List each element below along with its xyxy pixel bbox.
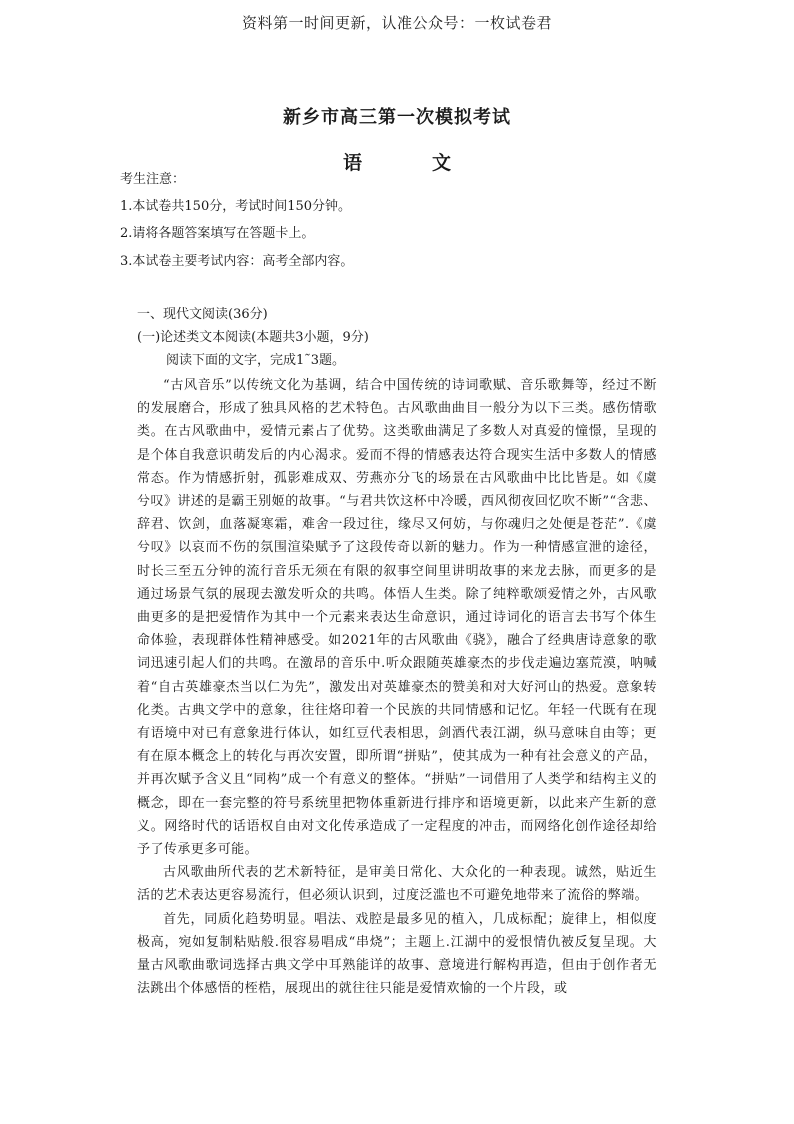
- subject-char-right: 文: [432, 152, 452, 174]
- section-heading-part1-1: (一)论述类文本阅读(本题共3小题，9分): [137, 330, 369, 345]
- notice-item-2: 2.请将各题答案填写在答题卡上。: [120, 226, 315, 241]
- article-paragraph-2: 古风歌曲所代表的艺术新特征，是审美日常化、大众化的一种表现。诚然，贴近生活的艺术表达更容易流行，但必须认识到，过度泛滥也不可避免地带来了流俗的弊端。: [137, 865, 657, 904]
- notice-item-1: 1.本试卷共150分，考试时间150分钟。: [120, 199, 352, 214]
- exam-title: 新乡市高三第一次模拟考试: [283, 107, 511, 128]
- watermark: 资料第一时间更新，认准公众号：一枚试卷君: [241, 14, 552, 32]
- notice-item-3: 3.本试卷主要考试内容：高考全部内容。: [120, 254, 354, 269]
- reading-instruction: 阅读下面的文字，完成1˜3题。: [166, 353, 346, 368]
- article-paragraph-1: “古风音乐”以传统文化为基调，结合中国传统的诗词歌赋、音乐歌舞等，经过不断的发展磨合，形成了独具风格的艺术特色。古风歌曲曲目一般分为以下三类。感伤情歌类。在古风歌曲中，爱情元素占了优势。这类歌曲满足了多数人对真爱的憧憬，呈现的是个体自我意识萌发后的内心渴求。爱而不得的情感表达符合现实生活中多数人的情感常态。作为情感折射，孤影难成双、劳燕亦分飞的场景在古风歌曲中比比皆是。如《虞兮叹》讲述的是霸王别姬的故事。“与君共饮这杯中冷暖，西风彻夜回忆吹不断”“含悲、辞君、饮剑，血落凝寒霜，难舍一段过往，缘尽又何妨，与你魂归之处便是苍茫”.《虞兮叹》以哀而不伤的氛围渲染赋予了这段传奇以新的魅力。作为一种情感宣泄的途径，时长三至五分钟的流行音乐无须在有限的叙事空间里讲明故事的来龙去脉，而更多的是通过场景气氛的展现去激发听众的共鸣。体悟人生类。除了纯粹歌颂爱情之外，古风歌曲更多的是把爱情作为其中一个元素来表达生命意识，通过诗词化的语言去书写个体生命体验，表现群体性精神感受。如2021年的古风歌曲《骁》，融合了经典唐诗意象的歌词迅速引起人们的共鸣。在激昂的音乐中.听众跟随英雄豪杰的步伐走遍边塞荒漠，呐喊着“自古英雄豪杰当以仁为先”，激发出对英雄豪杰的赞美和对大好河山的热爱。意象转化类。古典文学中的意象，往往烙印着一个民族的共同情感和记忆。年轻一代既有在现有语境中对已有意象进行体认，如红豆代表相思，剑酒代表江湖，纵马意味自由等；更有在原本概念上的转化与再次安置，即所谓“拼贴”，使其成为一种有社会意义的产品，并再次赋予含义且“同构”成一个有意义的整体。“拼贴”一词借用了人类学和结构主义的概念，即在一套完整的符号系统里把物体重新进行排序和语境更新，以此来产生新的意义。网络时代的话语权自由对文化传承造成了一定程度的冲击，而网络化创作途径却给予了传承更多可能。: [137, 378, 657, 858]
- article-body: [137, 374, 657, 1000]
- article-paragraph-3: 首先，同质化趋势明显。唱法、戏腔是最多见的植入，几成标配；旋律上，相似度极高，宛如复制粘贴般.很容易唱成“串烧”；主题上.江湖中的爱恨情仇被反复呈现。大量古风歌曲歌词选择古典文学中耳熟能详的故事、意境进行解构再造，但由于创作者无法跳出个体感悟的桎梏，展现出的就往往只能是爱情欢愉的一个片段，或: [137, 911, 657, 997]
- section-heading-part1: 一、现代文阅读(36分): [137, 307, 268, 322]
- notice-heading: 考生注意：: [120, 172, 186, 187]
- subject-char-left: 语: [342, 152, 362, 174]
